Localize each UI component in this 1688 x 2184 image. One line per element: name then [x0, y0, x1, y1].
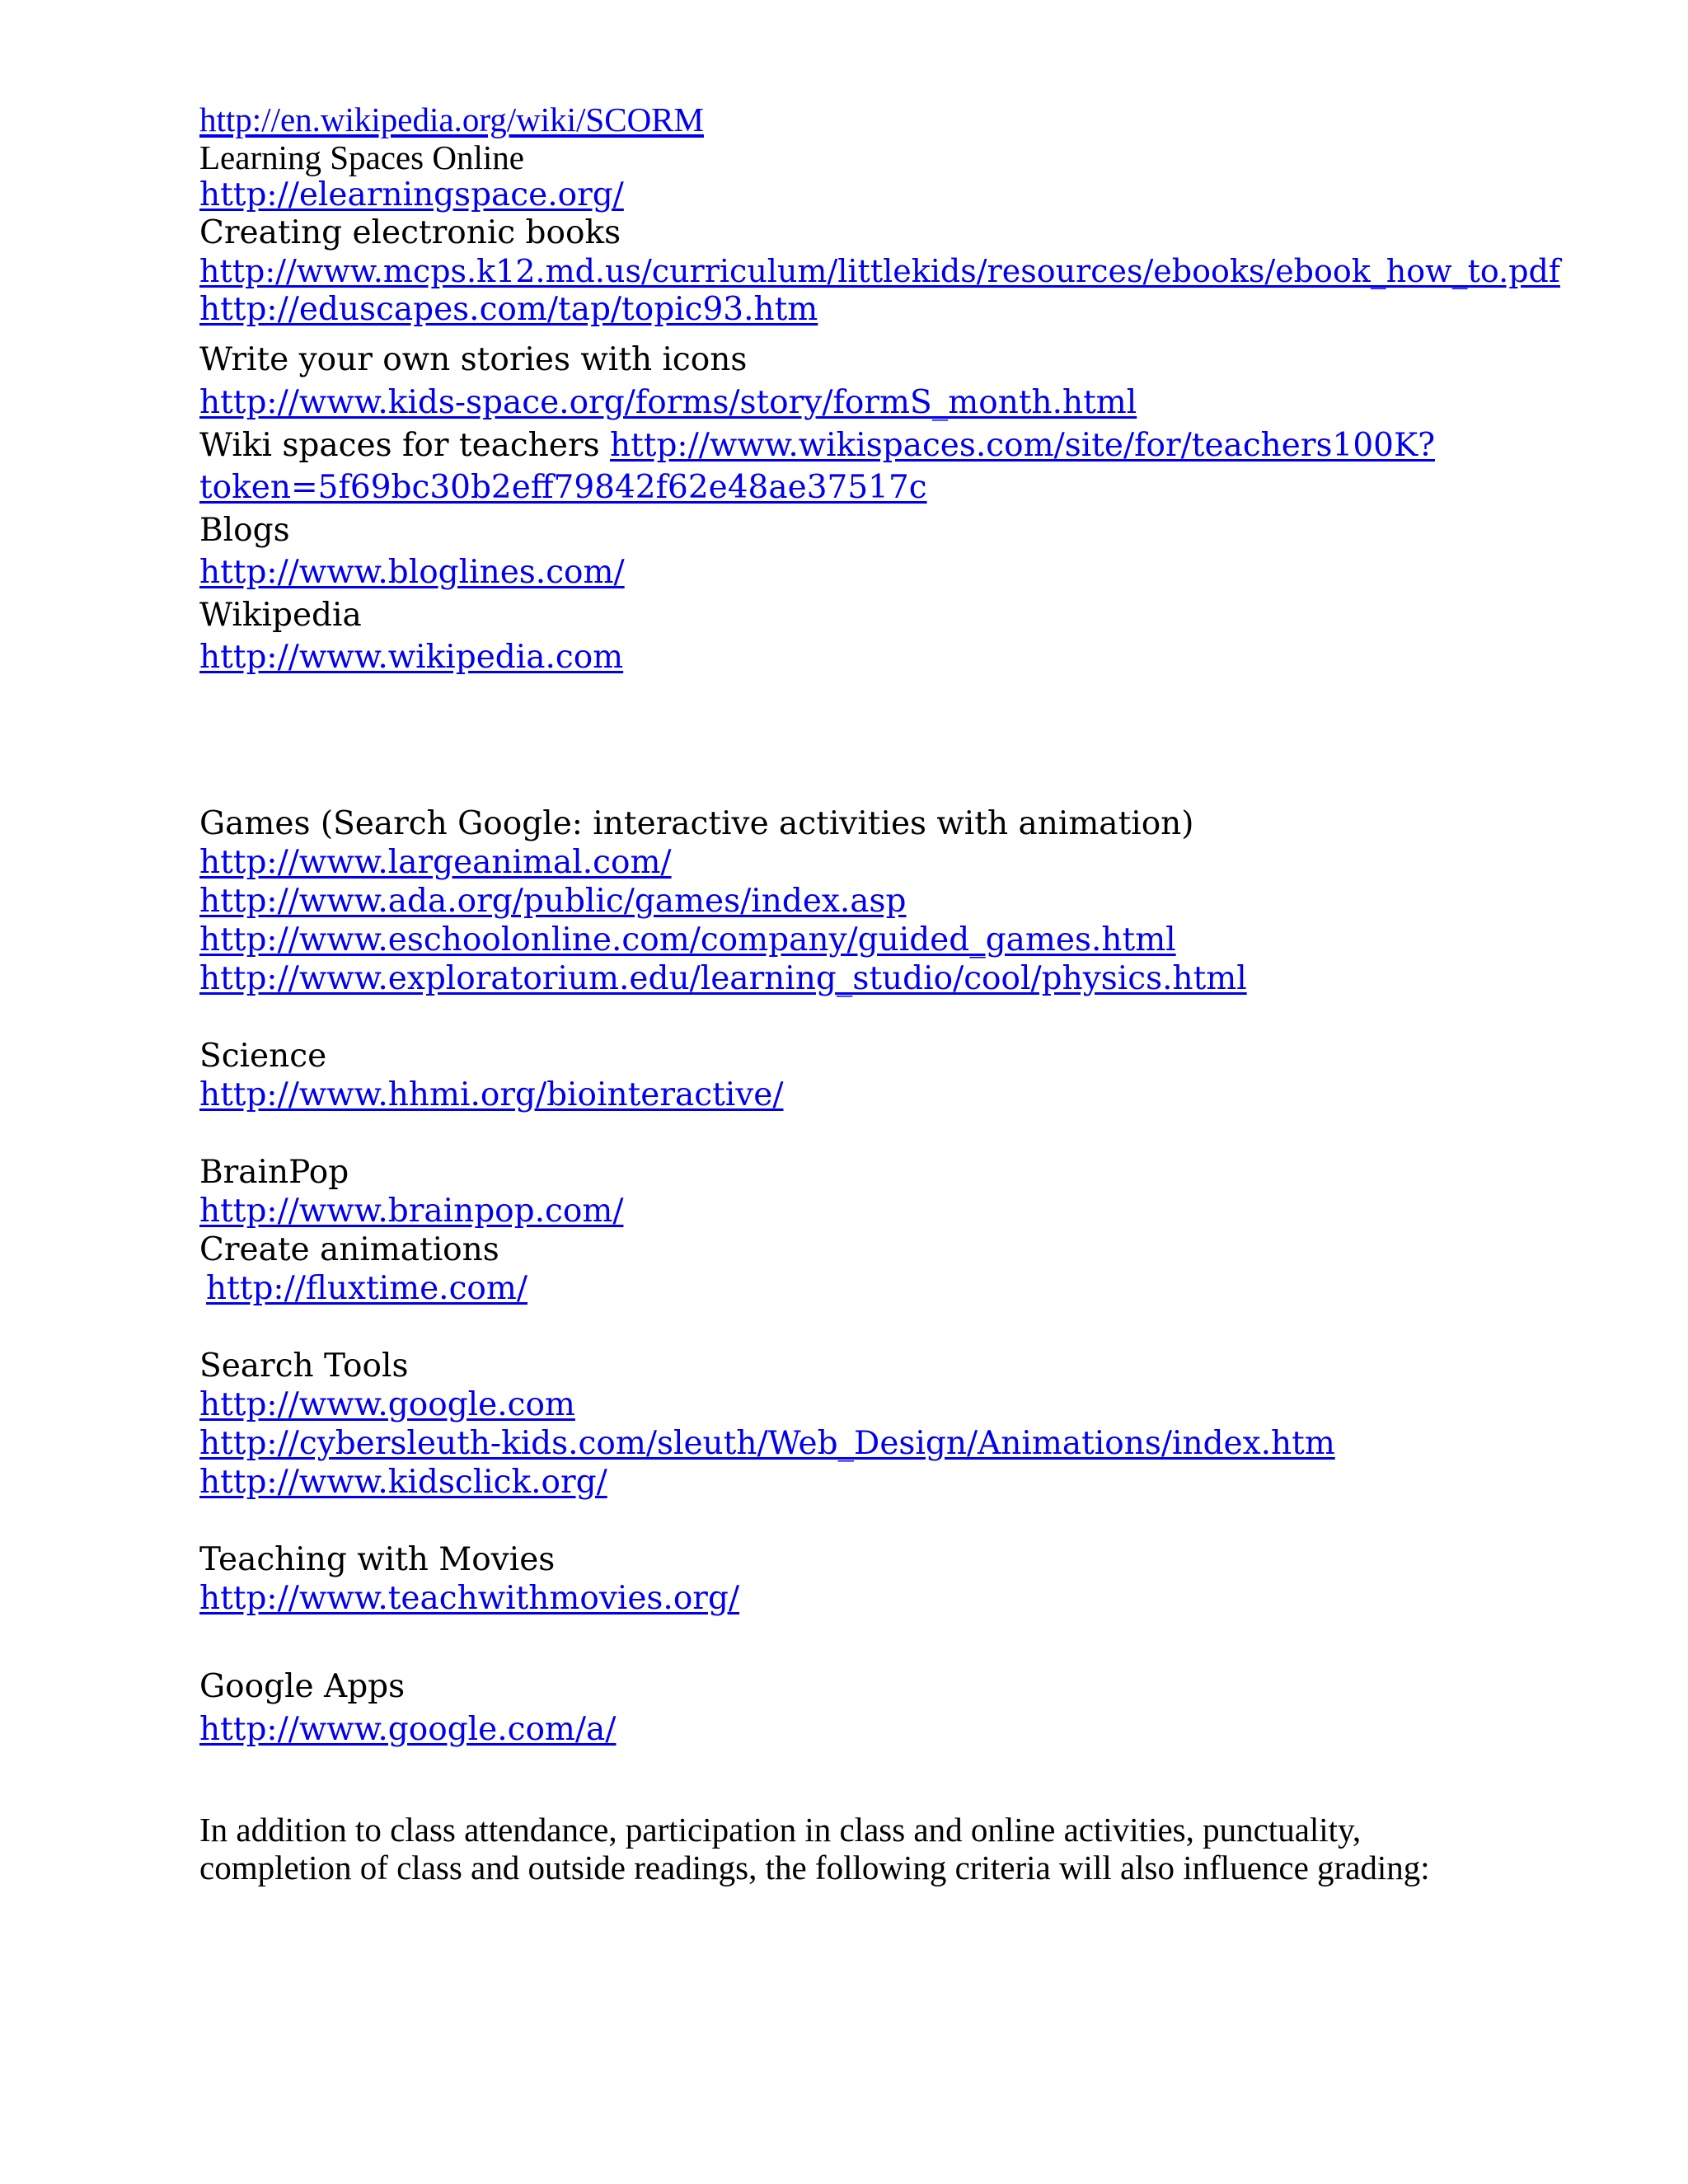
line-17	[199, 883, 907, 921]
grading-text-2: completion of class and outside readings, the following criteria will also influence grading:	[199, 1849, 1430, 1886]
link-wikispaces[interactable]: http://www.wikispaces.com/site/for/teachers100K?	[610, 427, 1435, 464]
link-teachwithmovies[interactable]: http://www.teachwithmovies.org/	[199, 1580, 740, 1617]
grading-text-1: In addition to class attendance, participation in class and online activities, punctuality,	[199, 1811, 1362, 1849]
heading-brainpop: BrainPop	[199, 1154, 349, 1191]
line-8	[199, 384, 1137, 422]
line-4	[199, 214, 621, 252]
heading-learning-spaces: Learning Spaces Online	[199, 138, 524, 176]
heading-create-animations: Create animations	[199, 1231, 499, 1268]
line-3	[199, 176, 624, 214]
link-elearningspace[interactable]: http://elearningspace.org/	[199, 176, 624, 213]
heading-wikipedia: Wikipedia	[199, 597, 362, 634]
line-13	[199, 597, 362, 635]
line-30	[199, 1541, 555, 1579]
link-brainpop[interactable]: http://www.brainpop.com/	[199, 1193, 624, 1230]
heading-write-stories: Write your own stories with icons	[199, 341, 748, 378]
line-33	[199, 1711, 616, 1749]
heading-blogs: Blogs	[199, 512, 290, 549]
line-31	[199, 1580, 739, 1618]
line-7	[199, 341, 747, 379]
line-18	[199, 921, 1176, 959]
link-cybersleuth[interactable]: http://cybersleuth-kids.com/sleuth/Web_Design/Animations/index.htm	[199, 1425, 1335, 1462]
heading-electronic-books: Creating electronic books	[199, 214, 621, 251]
link-eduscapes[interactable]: http://eduscapes.com/tap/topic93.htm	[199, 291, 818, 328]
link-hhmi[interactable]: http://www.hhmi.org/biointeractive/	[199, 1076, 784, 1113]
line-16	[199, 844, 672, 882]
line-1	[199, 101, 704, 138]
line-20	[199, 1038, 326, 1076]
link-google[interactable]: http://www.google.com	[199, 1386, 575, 1423]
link-exploratorium[interactable]: http://www.exploratorium.edu/learning_studio/cool/physics.html	[199, 960, 1247, 997]
link-fluxtime[interactable]: http://fluxtime.com/	[206, 1270, 528, 1307]
heading-google-apps: Google Apps	[199, 1668, 406, 1705]
line-5	[199, 252, 1560, 290]
line-21	[199, 1076, 783, 1114]
heading-search-tools: Search Tools	[199, 1347, 409, 1385]
link-bloglines[interactable]: http://www.bloglines.com/	[199, 554, 625, 591]
line-27	[199, 1386, 575, 1424]
line-32	[199, 1668, 405, 1706]
link-eschoolonline[interactable]: http://www.eschoolonline.com/company/guided_games.html	[199, 921, 1176, 958]
line-29	[199, 1464, 607, 1502]
grading-paragraph-line-1	[199, 1811, 1361, 1849]
line-25	[206, 1270, 528, 1308]
heading-teaching-movies: Teaching with Movies	[199, 1541, 556, 1578]
line-10	[199, 469, 927, 507]
line-22	[199, 1154, 349, 1192]
line-2	[199, 138, 524, 176]
line-11	[199, 512, 290, 550]
heading-games: Games (Search Google: interactive activities with animation)	[199, 805, 1194, 842]
link-ada-games[interactable]: http://www.ada.org/public/games/index.asp	[199, 883, 907, 920]
line-12	[199, 554, 625, 592]
link-kidsclick[interactable]: http://www.kidsclick.org/	[199, 1464, 607, 1501]
line-28	[199, 1425, 1335, 1463]
line-9	[199, 427, 1435, 465]
link-wikipedia[interactable]: http://www.wikipedia.com	[199, 639, 624, 676]
line-26	[199, 1347, 408, 1385]
line-6	[199, 291, 818, 329]
link-scorm[interactable]: http://en.wikipedia.org/wiki/SCORM	[199, 101, 704, 138]
line-15	[199, 805, 1194, 843]
link-google-apps[interactable]: http://www.google.com/a/	[199, 1711, 617, 1748]
link-wikispaces-token[interactable]: token=5f69bc30b2eff79842f62e48ae37517c	[199, 469, 927, 506]
grading-paragraph-line-2	[199, 1849, 1430, 1886]
link-mcps-ebook[interactable]: http://www.mcps.k12.md.us/curriculum/littlekids/resources/ebooks/ebook_how_to.pdf	[199, 253, 1560, 289]
line-23	[199, 1193, 623, 1230]
link-kids-space[interactable]: http://www.kids-space.org/forms/story/formS_month.html	[199, 384, 1137, 421]
link-largeanimal[interactable]: http://www.largeanimal.com/	[199, 844, 672, 881]
heading-science: Science	[199, 1038, 327, 1075]
line-24	[199, 1231, 499, 1269]
line-14	[199, 639, 623, 677]
line-19	[199, 960, 1247, 998]
heading-wiki-spaces: Wiki spaces for teachers	[199, 427, 610, 464]
